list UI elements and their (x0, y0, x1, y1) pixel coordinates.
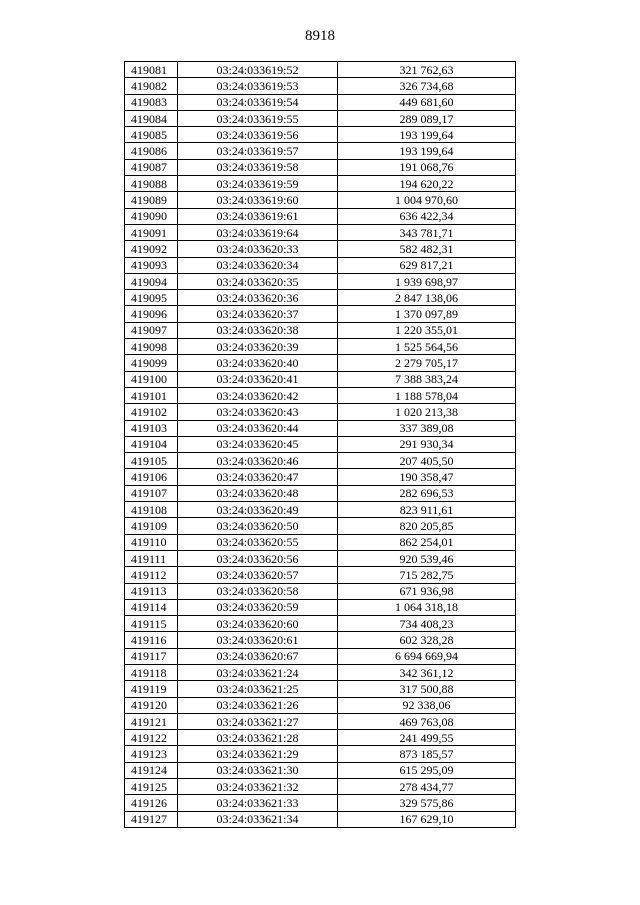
cadastral-number-cell: 03:24:033619:52 (178, 62, 338, 78)
row-number-cell: 419105 (125, 453, 178, 469)
table-row (125, 355, 516, 371)
row-number-cell: 419115 (125, 616, 178, 632)
row-number-cell: 419097 (125, 322, 178, 338)
value-cell: 602 328,28 (338, 632, 516, 648)
row-number-cell: 419123 (125, 746, 178, 762)
cadastral-number-cell: 03:24:033620:37 (178, 306, 338, 322)
table-row (125, 159, 516, 175)
value-cell: 582 482,31 (338, 241, 516, 257)
value-cell: 278 434,77 (338, 779, 516, 795)
value-cell: 291 930,34 (338, 436, 516, 452)
cadastral-number-cell: 03:24:033621:30 (178, 762, 338, 778)
row-number-cell: 419110 (125, 534, 178, 550)
table-row (125, 681, 516, 697)
cadastral-number-cell: 03:24:033619:55 (178, 110, 338, 126)
table-row (125, 518, 516, 534)
value-cell: 1 020 213,38 (338, 404, 516, 420)
row-number-cell: 419103 (125, 420, 178, 436)
cadastral-number-cell: 03:24:033620:48 (178, 485, 338, 501)
cadastral-number-cell: 03:24:033620:67 (178, 648, 338, 664)
cadastral-number-cell: 03:24:033620:40 (178, 355, 338, 371)
value-cell: 920 539,46 (338, 550, 516, 566)
value-cell: 241 499,55 (338, 730, 516, 746)
cadastral-number-cell: 03:24:033620:45 (178, 436, 338, 452)
row-number-cell: 419088 (125, 176, 178, 192)
cadastral-number-cell: 03:24:033621:32 (178, 779, 338, 795)
table-row (125, 762, 516, 778)
cadastral-number-cell: 03:24:033620:34 (178, 257, 338, 273)
value-cell: 1 939 698,97 (338, 273, 516, 289)
table-row (125, 404, 516, 420)
value-cell: 715 282,75 (338, 567, 516, 583)
row-number-cell: 419091 (125, 224, 178, 240)
value-cell: 615 295,09 (338, 762, 516, 778)
value-cell: 191 068,76 (338, 159, 516, 175)
row-number-cell: 419102 (125, 404, 178, 420)
value-cell: 820 205,85 (338, 518, 516, 534)
data-table (124, 61, 516, 828)
cadastral-number-cell: 03:24:033621:34 (178, 811, 338, 827)
value-cell: 6 694 669,94 (338, 648, 516, 664)
row-number-cell: 419121 (125, 713, 178, 729)
row-number-cell: 419117 (125, 648, 178, 664)
value-cell: 329 575,86 (338, 795, 516, 811)
cadastral-number-cell: 03:24:033620:59 (178, 599, 338, 615)
value-cell: 193 199,64 (338, 143, 516, 159)
row-number-cell: 419084 (125, 110, 178, 126)
row-number-cell: 419126 (125, 795, 178, 811)
cadastral-number-cell: 03:24:033619:56 (178, 127, 338, 143)
row-number-cell: 419112 (125, 567, 178, 583)
cadastral-number-cell: 03:24:033619:61 (178, 208, 338, 224)
value-cell: 734 408,23 (338, 616, 516, 632)
value-cell: 289 089,17 (338, 110, 516, 126)
row-number-cell: 419093 (125, 257, 178, 273)
table-row (125, 224, 516, 240)
value-cell: 194 620,22 (338, 176, 516, 192)
row-number-cell: 419118 (125, 664, 178, 680)
cadastral-number-cell: 03:24:033621:27 (178, 713, 338, 729)
cadastral-number-cell: 03:24:033620:38 (178, 322, 338, 338)
table-row (125, 306, 516, 322)
table-row (125, 485, 516, 501)
cadastral-number-cell: 03:24:033619:58 (178, 159, 338, 175)
table-row (125, 534, 516, 550)
row-number-cell: 419089 (125, 192, 178, 208)
cadastral-number-cell: 03:24:033621:33 (178, 795, 338, 811)
table-row (125, 730, 516, 746)
table-row (125, 502, 516, 518)
table-row (125, 746, 516, 762)
table-row (125, 453, 516, 469)
row-number-cell: 419100 (125, 371, 178, 387)
row-number-cell: 419087 (125, 159, 178, 175)
row-number-cell: 419106 (125, 469, 178, 485)
value-cell: 449 681,60 (338, 94, 516, 110)
value-cell: 167 629,10 (338, 811, 516, 827)
value-cell: 823 911,61 (338, 502, 516, 518)
table-row (125, 192, 516, 208)
cadastral-number-cell: 03:24:033620:47 (178, 469, 338, 485)
table-row (125, 599, 516, 615)
row-number-cell: 419098 (125, 339, 178, 355)
table-row (125, 127, 516, 143)
row-number-cell: 419114 (125, 599, 178, 615)
cadastral-number-cell: 03:24:033619:53 (178, 78, 338, 94)
value-cell: 469 763,08 (338, 713, 516, 729)
row-number-cell: 419107 (125, 485, 178, 501)
value-cell: 2 847 138,06 (338, 290, 516, 306)
cadastral-number-cell: 03:24:033620:36 (178, 290, 338, 306)
row-number-cell: 419104 (125, 436, 178, 452)
cadastral-number-cell: 03:24:033619:57 (178, 143, 338, 159)
value-cell: 671 936,98 (338, 583, 516, 599)
cadastral-number-cell: 03:24:033620:49 (178, 502, 338, 518)
cadastral-number-cell: 03:24:033621:25 (178, 681, 338, 697)
value-cell: 2 279 705,17 (338, 355, 516, 371)
row-number-cell: 419094 (125, 273, 178, 289)
value-cell: 862 254,01 (338, 534, 516, 550)
cadastral-number-cell: 03:24:033620:43 (178, 404, 338, 420)
row-number-cell: 419099 (125, 355, 178, 371)
table-row (125, 583, 516, 599)
table-row (125, 632, 516, 648)
table-row (125, 811, 516, 827)
cadastral-number-cell: 03:24:033619:60 (178, 192, 338, 208)
value-cell: 1 370 097,89 (338, 306, 516, 322)
value-cell: 326 734,68 (338, 78, 516, 94)
cadastral-number-cell: 03:24:033620:58 (178, 583, 338, 599)
row-number-cell: 419109 (125, 518, 178, 534)
value-cell: 282 696,53 (338, 485, 516, 501)
table-row (125, 648, 516, 664)
row-number-cell: 419125 (125, 779, 178, 795)
cadastral-number-cell: 03:24:033621:24 (178, 664, 338, 680)
value-cell: 1 188 578,04 (338, 387, 516, 403)
table-row (125, 550, 516, 566)
row-number-cell: 419095 (125, 290, 178, 306)
row-number-cell: 419113 (125, 583, 178, 599)
table-row (125, 176, 516, 192)
row-number-cell: 419111 (125, 550, 178, 566)
table-row (125, 664, 516, 680)
table-row (125, 322, 516, 338)
value-cell: 1 004 970,60 (338, 192, 516, 208)
value-cell: 321 762,63 (338, 62, 516, 78)
cadastral-number-cell: 03:24:033620:57 (178, 567, 338, 583)
table-row (125, 697, 516, 713)
value-cell: 193 199,64 (338, 127, 516, 143)
table-row (125, 94, 516, 110)
page-number: 8918 (305, 28, 335, 44)
value-cell: 337 389,08 (338, 420, 516, 436)
cadastral-number-cell: 03:24:033620:50 (178, 518, 338, 534)
cadastral-number-cell: 03:24:033621:26 (178, 697, 338, 713)
row-number-cell: 419092 (125, 241, 178, 257)
table-row (125, 713, 516, 729)
value-cell: 7 388 383,24 (338, 371, 516, 387)
row-number-cell: 419108 (125, 502, 178, 518)
cadastral-number-cell: 03:24:033619:54 (178, 94, 338, 110)
table-row (125, 143, 516, 159)
table-row (125, 616, 516, 632)
cadastral-number-cell: 03:24:033620:44 (178, 420, 338, 436)
table-row (125, 241, 516, 257)
table-row (125, 257, 516, 273)
value-cell: 92 338,06 (338, 697, 516, 713)
table-row (125, 208, 516, 224)
value-cell: 1 064 318,18 (338, 599, 516, 615)
value-cell: 636 422,34 (338, 208, 516, 224)
table-row (125, 78, 516, 94)
value-cell: 629 817,21 (338, 257, 516, 273)
row-number-cell: 419116 (125, 632, 178, 648)
cadastral-number-cell: 03:24:033620:35 (178, 273, 338, 289)
table-row (125, 420, 516, 436)
value-cell: 1 220 355,01 (338, 322, 516, 338)
row-number-cell: 419086 (125, 143, 178, 159)
row-number-cell: 419082 (125, 78, 178, 94)
table-row (125, 62, 516, 78)
cadastral-number-cell: 03:24:033621:28 (178, 730, 338, 746)
cadastral-number-cell: 03:24:033621:29 (178, 746, 338, 762)
value-cell: 317 500,88 (338, 681, 516, 697)
cadastral-number-cell: 03:24:033620:33 (178, 241, 338, 257)
cadastral-number-cell: 03:24:033620:46 (178, 453, 338, 469)
row-number-cell: 419119 (125, 681, 178, 697)
value-cell: 343 781,71 (338, 224, 516, 240)
cadastral-number-cell: 03:24:033620:61 (178, 632, 338, 648)
table-row (125, 110, 516, 126)
row-number-cell: 419101 (125, 387, 178, 403)
table-row (125, 567, 516, 583)
row-number-cell: 419127 (125, 811, 178, 827)
cadastral-number-cell: 03:24:033620:55 (178, 534, 338, 550)
value-cell: 342 361,12 (338, 664, 516, 680)
table-row (125, 795, 516, 811)
row-number-cell: 419124 (125, 762, 178, 778)
row-number-cell: 419096 (125, 306, 178, 322)
cadastral-number-cell: 03:24:033620:41 (178, 371, 338, 387)
table-row (125, 387, 516, 403)
cadastral-number-cell: 03:24:033620:56 (178, 550, 338, 566)
table-row (125, 273, 516, 289)
table-row (125, 290, 516, 306)
value-cell: 1 525 564,56 (338, 339, 516, 355)
row-number-cell: 419120 (125, 697, 178, 713)
value-cell: 873 185,57 (338, 746, 516, 762)
cadastral-number-cell: 03:24:033620:60 (178, 616, 338, 632)
cadastral-number-cell: 03:24:033620:42 (178, 387, 338, 403)
value-cell: 207 405,50 (338, 453, 516, 469)
table-row (125, 436, 516, 452)
table-row (125, 469, 516, 485)
table-row (125, 339, 516, 355)
value-cell: 190 358,47 (338, 469, 516, 485)
table-row (125, 779, 516, 795)
table-body (125, 62, 516, 828)
row-number-cell: 419083 (125, 94, 178, 110)
row-number-cell: 419081 (125, 62, 178, 78)
table-row (125, 371, 516, 387)
row-number-cell: 419090 (125, 208, 178, 224)
row-number-cell: 419122 (125, 730, 178, 746)
cadastral-number-cell: 03:24:033620:39 (178, 339, 338, 355)
cadastral-number-cell: 03:24:033619:64 (178, 224, 338, 240)
cadastral-number-cell: 03:24:033619:59 (178, 176, 338, 192)
row-number-cell: 419085 (125, 127, 178, 143)
